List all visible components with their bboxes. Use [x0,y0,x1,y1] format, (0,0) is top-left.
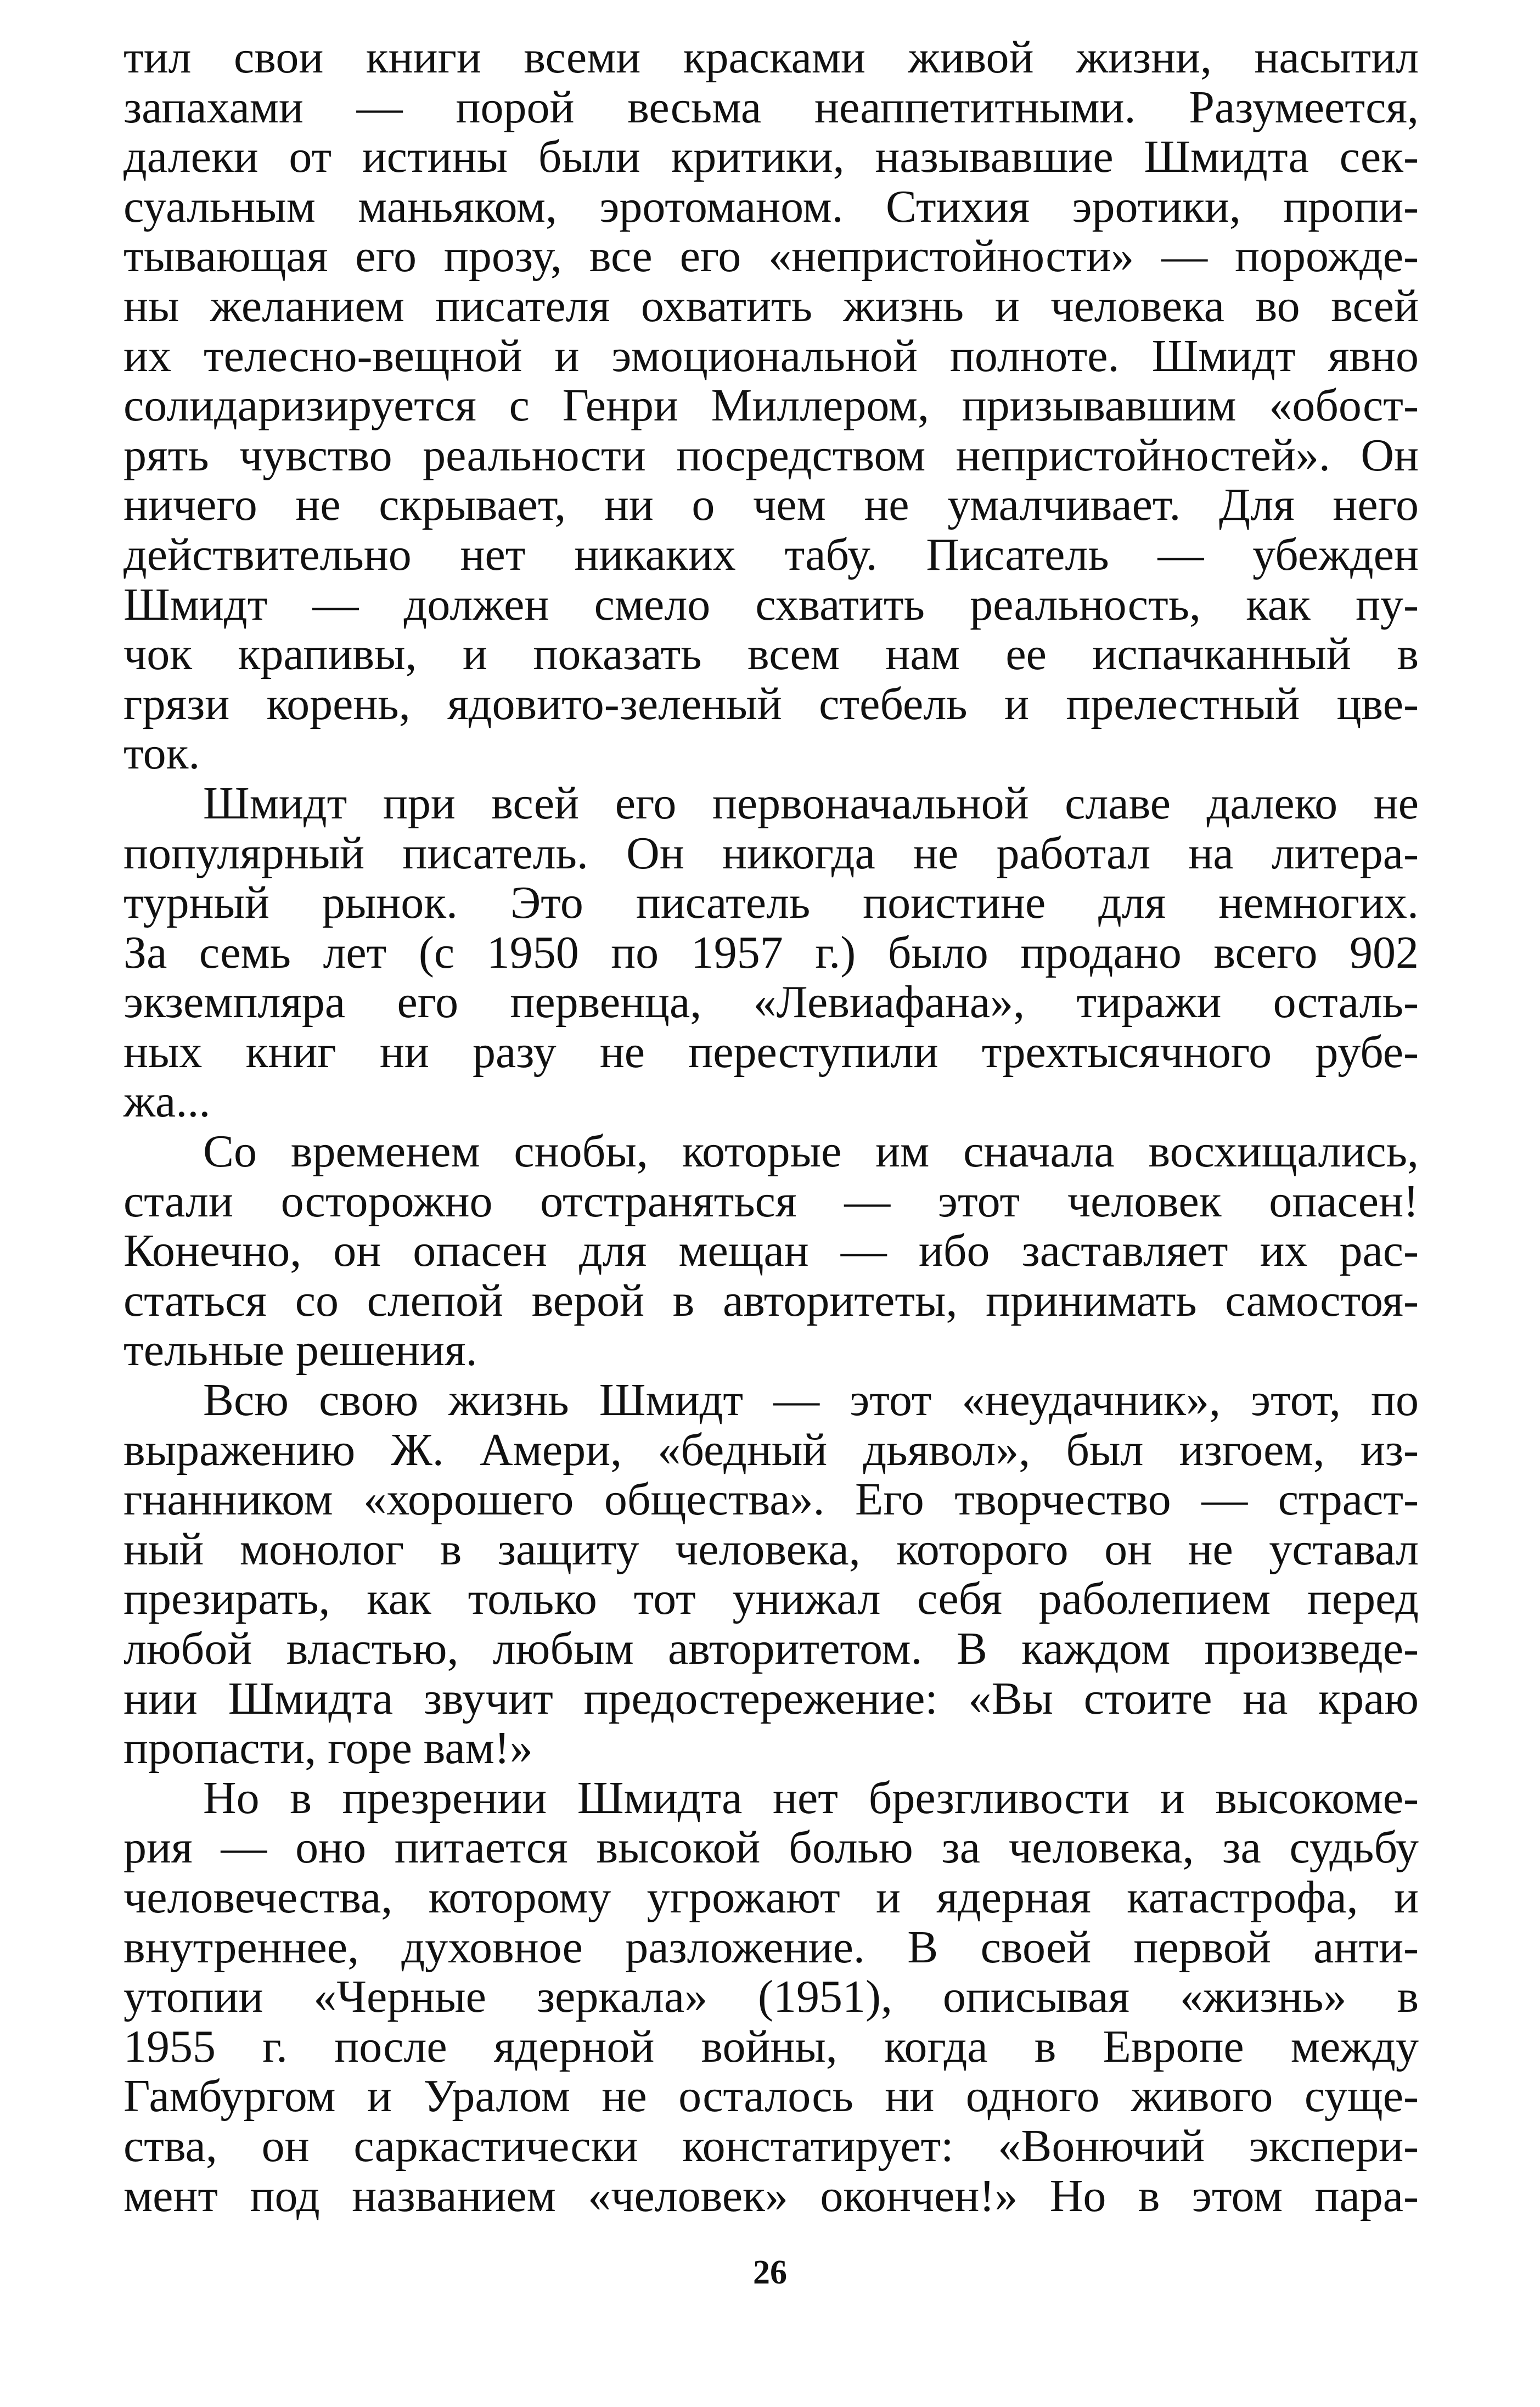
text-line: Но в презрении Шмидта нет брезгливости и высокоме- [203,1772,1419,1824]
text-line: Гамбургом и Уралом не осталось ни одного живого суще- [123,2071,1419,2122]
text-line: экземпляра его первенца, «Левиафана», тиражи осталь- [123,977,1419,1028]
text-line: гнанником «хорошего общества». Его творчество — страст- [123,1474,1419,1525]
text-line: запахами — порой весьма неаппетитными. Разумеется, [123,81,1419,133]
text-line: ны желанием писателя охватить жизнь и человека во всей [123,280,1419,332]
text-line: За семь лет (с 1950 по 1957 г.) было продано всего 902 [123,927,1419,978]
text-line: ничего не скрывает, ни о чем не умалчивает. Для него [123,479,1419,531]
text-line: стали осторожно отстраняться — этот человек опасен! [123,1175,1419,1227]
text-line: чок крапивы, и показать всем нам ее испачканный в [123,629,1419,680]
text-line: жа... [123,1076,211,1127]
text-line: Со временем снобы, которые им сначала восхищались, [203,1126,1419,1177]
text-line: грязи корень, ядовито-зеленый стебель и прелестный цве- [123,678,1419,730]
text-line: презирать, как только тот унижал себя раболепием перед [123,1573,1419,1625]
text-line: тил свои книги всеми красками живой жизни, насытил [123,32,1419,83]
text-line: ства, он саркастически констатирует: «Вонючий экспери- [123,2120,1419,2172]
text-line: Всю свою жизнь Шмидт — этот «неудачник», этот, по [203,1374,1419,1426]
text-line: 1955 г. после ядерной войны, когда в Европе между [123,2021,1419,2072]
text-line: тельные решения. [123,1325,477,1376]
page-number: 26 [753,2254,787,2291]
text-line: Шмидт при всей его первоначальной славе далеко не [203,777,1419,829]
text-line: пропасти, горе вам!» [123,1723,533,1774]
text-line: суальным маньяком, эротоманом. Стихия эротики, пропи- [123,181,1419,232]
text-line: рия — оно питается высокой болью за человека, за судьбу [123,1822,1419,1873]
text-line: ток. [123,728,200,779]
text-line: рять чувство реальности посредством непристойностей». Он [123,429,1419,481]
text-line: тывающая его прозу, все его «непристойности» — порожде- [123,231,1419,282]
text-line: человечества, которому угрожают и ядерная катастрофа, и [123,1871,1419,1923]
text-line: Шмидт — должен смело схватить реальность, как пу- [123,579,1419,630]
text-line: внутреннее, духовное разложение. В своей первой анти- [123,1921,1419,1973]
text-line: турный рынок. Это писатель поистине для немногих. [123,877,1419,929]
text-line: действительно нет никаких табу. Писатель — убежден [123,529,1419,580]
text-line: их телесно-вещной и эмоциональной полноте. Шмидт явно [123,330,1419,381]
text-line: Конечно, он опасен для мещан — ибо заставляет их рас- [123,1225,1419,1277]
text-line: утопии «Черные зеркала» (1951), описывая «жизнь» в [123,1971,1419,2023]
text-line: любой властью, любым авторитетом. В каждом произведе- [123,1623,1419,1674]
text-line: далеки от истины были критики, называвшие Шмидта сек- [123,131,1419,183]
text-line: популярный писатель. Он никогда не работал на литера- [123,827,1419,879]
text-line: выражению Ж. Амери, «бедный дьявол», был изгоем, из- [123,1424,1419,1475]
text-line: ный монолог в защиту человека, которого он не уставал [123,1523,1419,1575]
text-line: солидаризируется с Генри Миллером, призывавшим «обост- [123,380,1419,431]
text-line: статься со слепой верой в авторитеты, принимать самостоя- [123,1275,1419,1326]
text-line: нии Шмидта звучит предостережение: «Вы стоите на краю [123,1673,1419,1724]
text-line: ных книг ни разу не переступили трехтысячного рубе- [123,1026,1419,1078]
body-text [123,33,1419,2221]
text-line: мент под названием «человек» окончен!» Но в этом пара- [123,2170,1419,2221]
